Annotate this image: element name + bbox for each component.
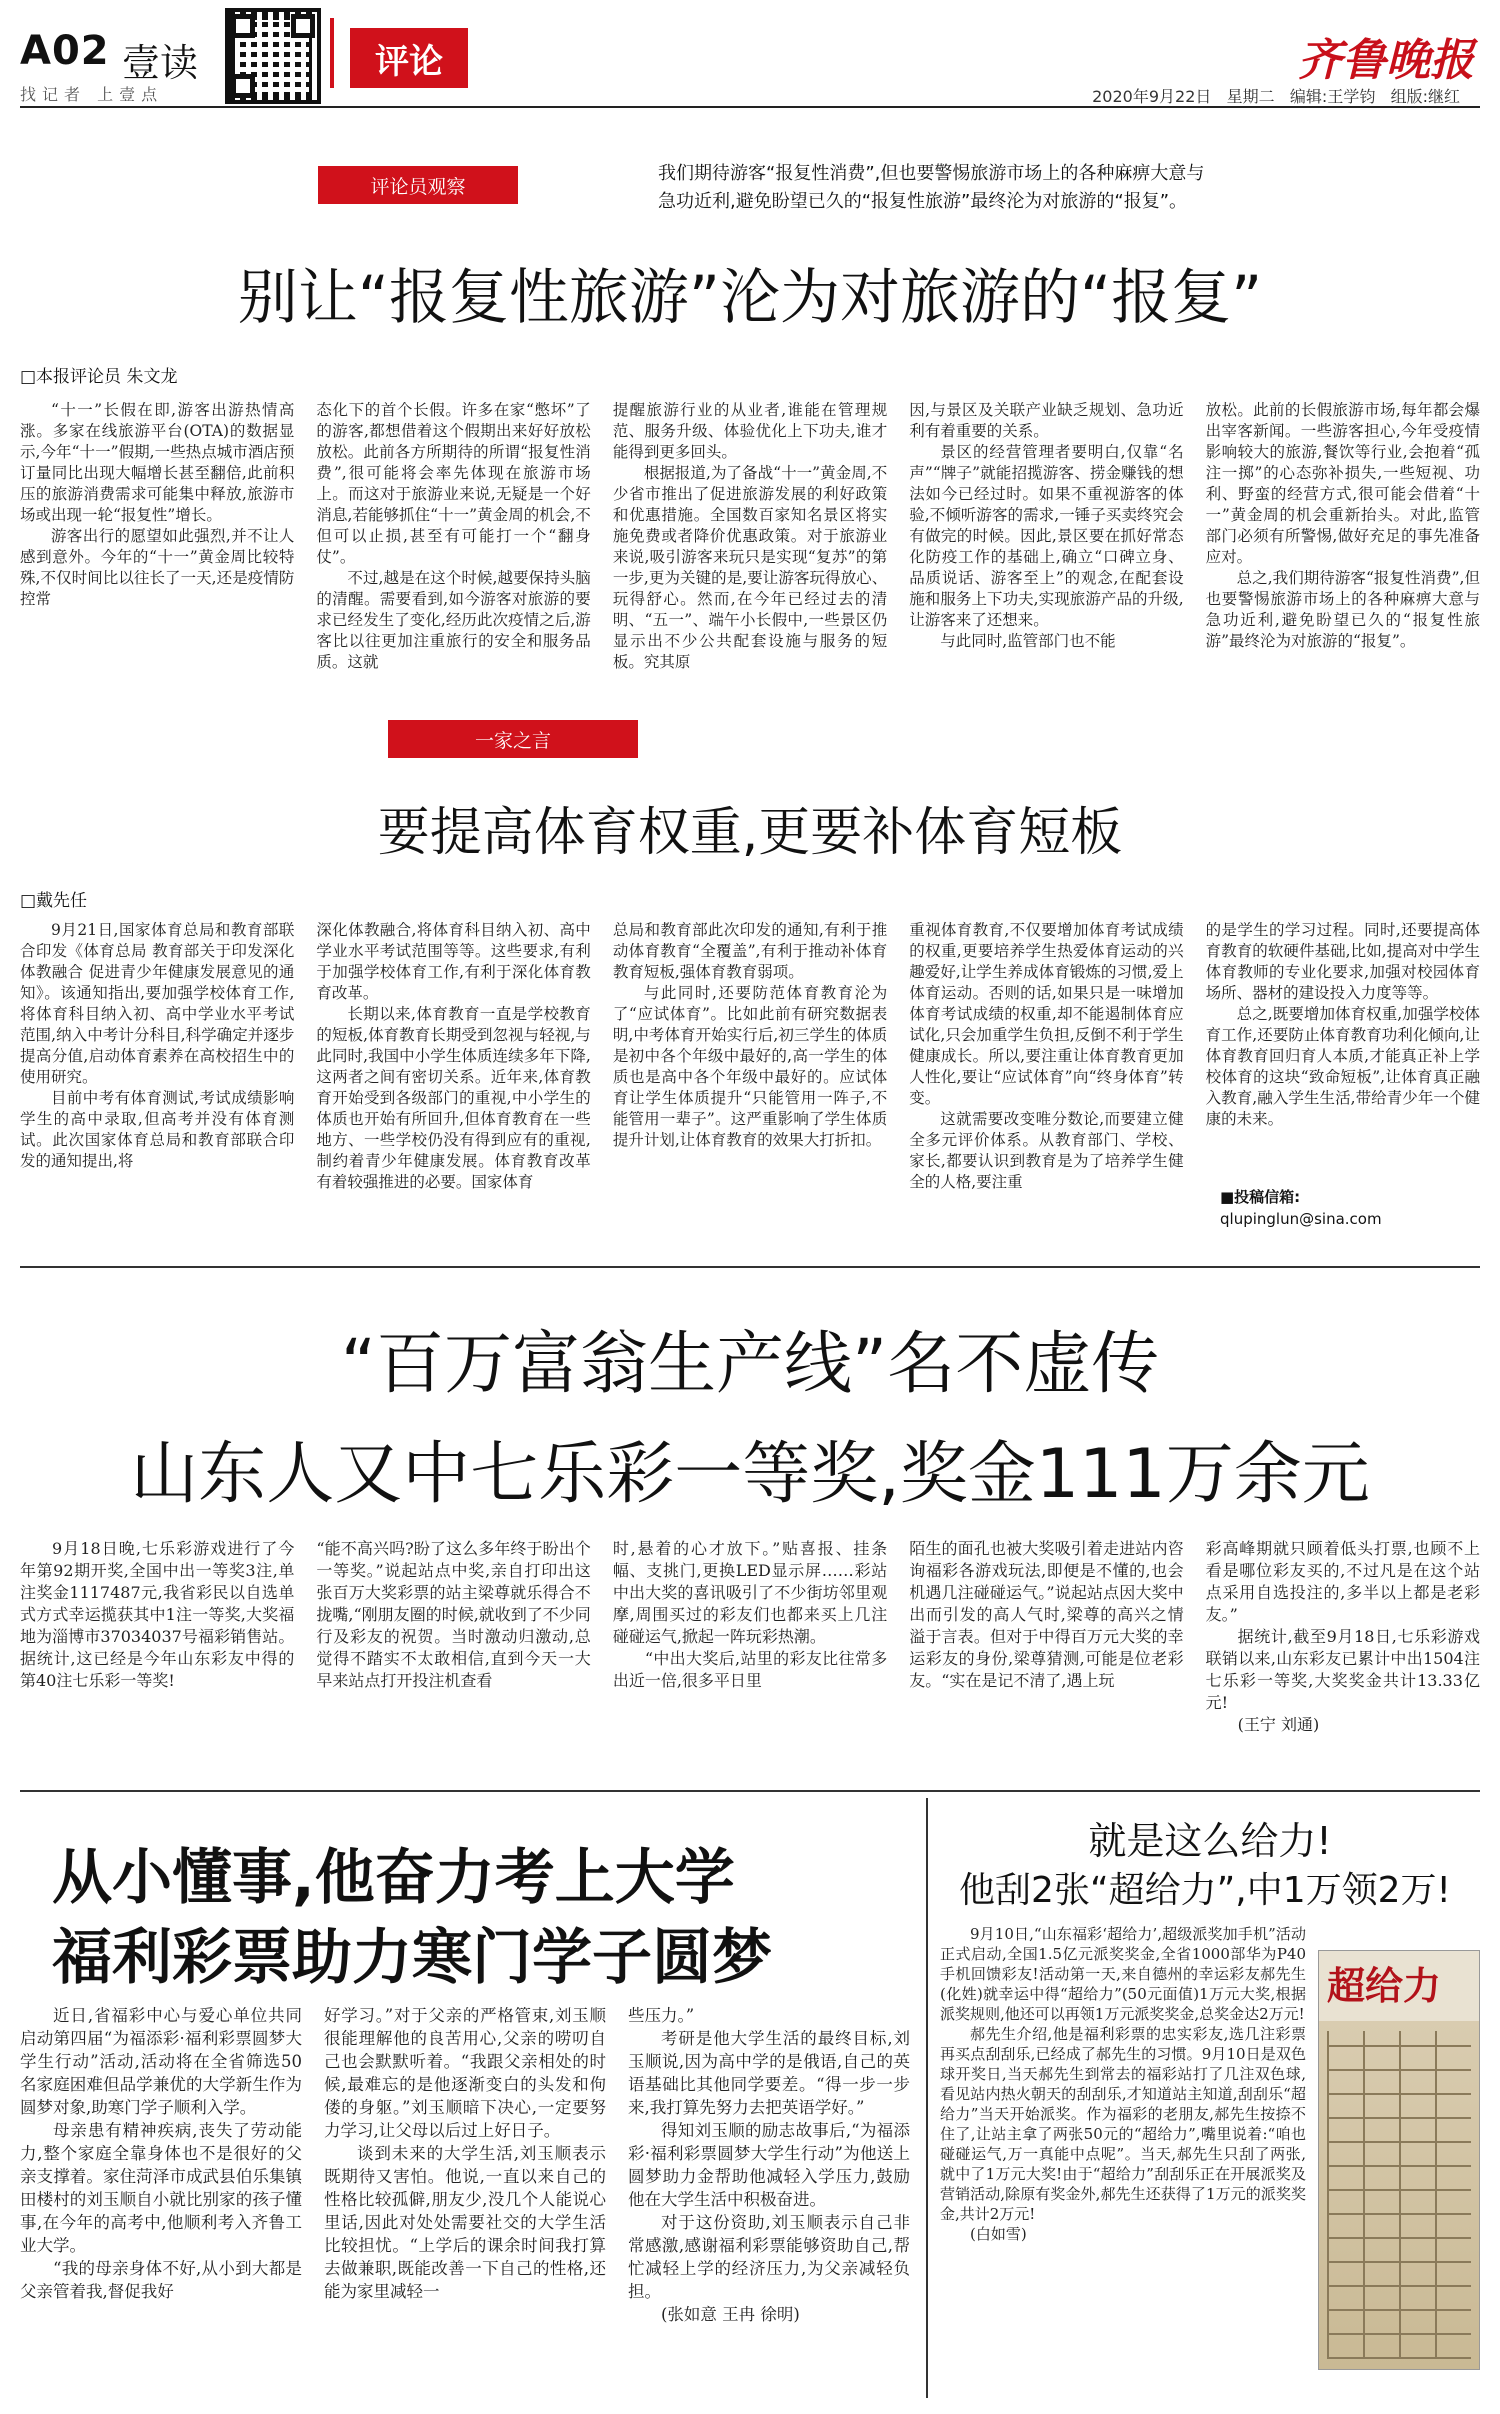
body-column — [316, 1538, 590, 1778]
paragraph: 考研是他大学生活的最终目标,刘玉顺说,因为高中学的是俄语,自己的英语基础比其他同学要差。“得一步一步来,我打算先努力去把英语学好。” — [628, 2029, 910, 2117]
paragraph: 陌生的面孔也被大奖吸引着走进站内咨询福彩各游戏玩法,即便是不懂的,也会机遇几注碰碰运气。”说起站点因大奖中出而引发的高人气时,梁尊的高兴之情溢于言表。但对于中得百万元大奖的幸运彩友的身份,梁尊猜测,可能是位老彩友。“实在是记不清了,遇上玩 — [909, 1539, 1184, 1690]
article3-body — [20, 1538, 1480, 1778]
article1-title: 别让“报复性旅游”沦为对旅游的“报复” — [237, 263, 1263, 333]
body-column — [628, 2004, 910, 2396]
paragraph: 长期以来,体育教育一直是学校教育的短板,体育教育长期受到忽视与轻视,与此同时,我国中小学生体质连续多年下降,这两者之间有密切关系。近年来,体育教育开始受到各级部门的重视,中小学生的体质也开始有所回升,但体育教育在一些地方、一些学校仍没有得到应有的重视,制约着青少年健康发展。体育教育改革有着较强推进的必要。国家体育 — [316, 1005, 591, 1191]
channel-tag: 评论 — [350, 28, 468, 88]
paragraph: 景区的经营管理者要明白,仅靠“名声”“牌子”就能招揽游客、捞金赚钱的想法如今已经过时。如果不重视游客的体验,不倾听游客的需求,一锤子买卖终究会有做完的时候。因此,景区要在抓好常态化防疫工作的基础上,确立“口碑立身、品质说话、游客至上”的观念,在配套设施和服务上下功夫,实现旅游产品的升级,让游客来了还想来。 — [909, 443, 1184, 629]
section-divider — [20, 1266, 1480, 1268]
paragraph: 因,与景区及关联产业缺乏规划、急功近利有着重要的关系。 — [909, 401, 1184, 440]
body-column — [324, 2004, 606, 2396]
article5-title-line1: 就是这么给力! — [1088, 1819, 1332, 1863]
body-column — [20, 920, 294, 1250]
body-column — [613, 920, 887, 1250]
paragraph: “能不高兴吗?盼了这么多年终于盼出个一等奖。”说起站点中奖,亲自打印出这张百万大奖彩票的站主梁尊就乐得合不拢嘴,“刚朋友圈的时候,就收到了不少同行及彩友的祝贺。当时激动归激动,总觉得不踏实不太敢相信,直到今天一大早来站点打开投注机查看 — [316, 1539, 591, 1690]
paragraph: 重视体育教育,不仅要增加体育考试成绩的权重,更要培养学生热爱体育运动的兴趣爱好,让学生养成体育锻炼的习惯,爱上体育运动。否则的话,如果只是一味增加体育考试成绩的权重,却不能遏制体育应试化,只会加重学生负担,反倒不利于学生健康成长。所以,要注重让体育教育更加人性化,要让“应试体育”向“终身体育”转变。 — [909, 921, 1184, 1107]
body-column — [909, 920, 1183, 1250]
paragraph: 目前中考有体育测试,考试成绩影响学生的高中录取,但高考并没有体育测试。此次国家体育总局和教育部联合印发的通知提出,将 — [20, 1089, 295, 1170]
lottery-ticket-image — [1318, 1950, 1480, 2370]
article3-title-line1: “百万富翁生产线”名不虚传 — [340, 1325, 1160, 1404]
paragraph: “十一”长假在即,游客出游热情高涨。多家在线旅游平台(OTA)的数据显示,今年“十一”假期,一些热点城市酒店预订量同比出现大幅增长甚至翻倍,此前积压的旅游消费需求可能集中释放,旅游市场或出现一轮“报复性”增长。 — [20, 401, 295, 524]
paragraph: 深化体教融合,将体育科目纳入初、高中学业水平考试范围等等。这些要求,有利于加强学校体育工作,有利于深化体育教育改革。 — [316, 921, 591, 1002]
body-column — [20, 1538, 294, 1778]
body-column — [20, 400, 294, 690]
date: 2020年9月22日 — [1092, 87, 1212, 106]
paragraph: 这就需要改变唯分数论,而要建立健全多元评价体系。从教育部门、学校、家长,都要认识到教育是为了培养学生健全的人格,要注重 — [909, 1110, 1184, 1191]
paragraph: 根据报道,为了备战“十一”黄金周,不少省市推出了促进旅游发展的利好政策和优惠措施。全国数百家知名景区将实施免费或者降价优惠政策。对于旅游业来说,吸引游客来玩只是实现“复苏”的第一步,更为关键的是,要让游客玩得放心、玩得舒心。然而,在今年已经过去的清明、“五一”、端午小长假中,一些景区仍显示出不少公共配套设施与服务的短板。究其原 — [612, 464, 888, 671]
paragraph: 与此同时,监管部门也不能 — [940, 632, 1116, 650]
weekday: 星期二 — [1226, 87, 1275, 106]
paragraph: 得知刘玉顺的励志故事后,“为福添彩·福利彩票圆梦大学生行动”为他送上圆梦助力金帮助他减轻入学压力,鼓励他在大学生活中积极奋进。 — [628, 2121, 910, 2209]
paragraph: 好学习。”对于父亲的严格管束,刘玉顺很能理解他的良苦用心,父亲的唠叨自己也会默默听着。“我跟父亲相处的时候,最难忘的是他逐渐变白的头发和佝偻的身躯。”刘玉顺暗下决心,一定要努力学习,让父母以后过上好日子。 — [324, 2006, 606, 2140]
paragraph: “我的母亲身体不好,从小到大都是父亲管着我,督促我好 — [20, 2259, 302, 2301]
paragraph: 9月21日,国家体育总局和教育部联合印发《体育总局 教育部关于印发深化体教融合 促进青少年健康发展意见的通知》。该通知指出,要加强学校体育工作,将体育科目纳入初、高中学业水平考试范围,纳入中考计分科目,科学确定并逐步提高分值,启动体育素养在高校招生中的使用研究。 — [20, 921, 295, 1086]
layout-editor: 组版:继红 — [1390, 87, 1460, 106]
paragraph: 母亲患有精神疾病,丧失了劳动能力,整个家庭全靠身体也不是很好的父亲支撑着。家住菏泽市成武县伯乐集镇田楼村的刘玉顺自小就比别家的孩子懂事,在今年的高考中,他顺利考入齐鲁工业大学。 — [20, 2121, 302, 2255]
article1-body — [20, 400, 1480, 690]
paragraph: “中出大奖后,站里的彩友比往常多出近一倍,很多平日里 — [612, 1649, 888, 1690]
paragraph: 总之,我们期待游客“报复性消费”,但也要警惕旅游市场上的各种麻痹大意与急功近利,避免盼望已久的“报复性旅游”最终沦为对旅游的“报复”。 — [1205, 569, 1481, 650]
paragraph: (白如雪) — [970, 2225, 1027, 2243]
paragraph: 提醒旅游行业的从业者,谁能在管理规范、服务升级、体验优化上下功夫,谁才能得到更多回头。 — [612, 401, 888, 461]
contact-label: ■投稿信箱: — [1220, 1188, 1301, 1206]
body-column — [1206, 1538, 1480, 1778]
body-column — [613, 1538, 887, 1778]
header-rule — [20, 106, 1480, 108]
paragraph: 彩高峰期就只顾着低头打票,也顾不上看是哪位彩友买的,不过凡是在这个站点采用自选投注的,多半以上都是老彩友。” — [1205, 1539, 1481, 1624]
article1-lead: 我们期待游客“报复性消费”,但也要警惕旅游市场上的各种麻痹大意与急功近利,避免盼望已久的“报复性旅游”最终沦为对旅游的“报复”。 — [658, 163, 1205, 212]
paragraph: 近日,省福彩中心与爱心单位共同启动第四届“为福添彩·福利彩票圆梦大学生行动”活动,活动将在全省筛选50名家庭困难但品学兼优的大学新生作为圆梦对象,助寒门学子顺利入学。 — [20, 2006, 302, 2117]
paragraph: (王宁 刘通) — [1237, 1715, 1320, 1734]
slogan: 找记者 上壹点 — [20, 85, 164, 104]
article4-title-line2: 福利彩票助力寒门学子圆梦 — [52, 1923, 772, 1993]
paragraph: 谈到未来的大学生活,刘玉顺表示既期待又害怕。他说,一直以来自己的性格比较孤僻,朋友少,没几个人能说心里话,因此对处处需要社交的大学生活比较担忧。“上学后的课余时间我打算去做兼职,既能改善一下自己的性格,还能为家里减轻一 — [324, 2144, 606, 2301]
paragraph: 对于这份资助,刘玉顺表示自己非常感激,感谢福利彩票能够资助自己,帮忙减轻上学的经济压力,为父亲减轻负担。 — [628, 2213, 910, 2301]
paragraph: 些压力。” — [628, 2006, 695, 2025]
paragraph: 时,悬着的心才放下。”贴喜报、挂条幅、支挑门,更换LED显示屏……彩站中出大奖的喜讯吸引了不少街坊邻里观摩,周围买过的彩友们也都来买上几注碰碰运气,掀起一阵玩彩热潮。 — [612, 1539, 888, 1646]
article4-body — [20, 2004, 910, 2396]
paragraph: (张如意 王冉 徐明) — [661, 2305, 800, 2324]
paragraph: 9月18日晚,七乐彩游戏进行了今年第92期开奖,全国中出一等奖3注,单注奖金1117487元,我省彩民以自选单式方式幸运揽获其中1注一等奖,大奖福地为淄博市37034037号福彩销售站。据统计,这已经是今年山东彩友中得的第40注七乐彩一等奖! — [20, 1539, 295, 1690]
paragraph: 游客出行的愿望如此强烈,并不让人感到意外。今年的“十一”黄金周比较特殊,不仅时间比以往长了一天,还是疫情防控常 — [20, 527, 295, 608]
paragraph: 与此同时,还要防范体育教育沦为了“应试体育”。比如此前有研究数据表明,中考体育开始实行后,初三学生的体质是初中各个年级中最好的,高一学生的体质也是高中各个年级中最好的。应试体育让学生体质提升“只能管用一阵子,不能管用一辈子”。这严重影响了学生体质提升计划,让体育教育的效果大打折扣。 — [612, 984, 888, 1149]
masthead-logo: 齐鲁晚报 — [1298, 35, 1474, 86]
paragraph: 放松。此前的长假旅游市场,每年都会爆出宰客新闻。一些游客担心,今年受疫情影响较大的旅游,餐饮等行业,会抱着“孤注一掷”的心态弥补损失,一些短视、功利、野蛮的经营方式,很可能会借着“十一”黄金周的机会重新抬头。对此,监管部门必须有所警惕,做好充足的事先准备应对。 — [1205, 401, 1481, 566]
article2-byline: □戴先任 — [20, 891, 88, 911]
article2-label: 一家之言 — [388, 720, 638, 758]
body-column — [940, 1924, 1306, 2396]
body-column — [909, 1538, 1183, 1778]
body-column — [909, 400, 1183, 690]
paragraph: 总之,既要增加体育权重,加强学校体育工作,还要防止体育教育功利化倾向,让体育教育回归育人本质,才能真正补上学校体育的这块“致命短板”,让体育真正融入教育,融入学生生活,带给青少年一个健康的未来。 — [1205, 1005, 1481, 1128]
article5-title-line2: 他刮2张“超给力”,中1万领2万! — [959, 1870, 1451, 1911]
body-column — [316, 920, 590, 1250]
article3-title-line2: 山东人又中七乐彩一等奖,奖金111万余元 — [130, 1435, 1370, 1514]
contact-email[interactable]: qlupinglun@sina.com — [1220, 1210, 1382, 1228]
body-column — [316, 400, 590, 690]
paragraph: 不过,越是在这个时候,越要保持头脑的清醒。需要看到,如今游客对旅游的要求已经发生了变化,经历此次疫情之后,游客比以往更加注重旅行的安全和服务品质。这就 — [316, 569, 591, 671]
channel-accent — [330, 18, 334, 88]
page-number: A02 — [20, 28, 110, 74]
lottery-ticket-title: 超给力 — [1327, 1964, 1442, 2008]
paragraph: 9月10日,“山东福彩‘超给力’,超级派奖加手机”活动正式启动,全国1.5亿元派奖奖金,全省1000部华为P40手机回馈彩友!活动第一天,来自德州的幸运彩友郝先生(化姓)就幸运中得“超给力”(50元面值)1万元大奖,根据派奖规则,他还可以再领1万元派奖奖金,总奖金达2万元! — [940, 1925, 1306, 2023]
paragraph: 郝先生介绍,他是福利彩票的忠实彩友,选几注彩票再买点刮刮乐,已经成了郝先生的习惯。9月10日是双色球开奖日,当天郝先生到常去的福彩站打了几注双色球,看见站内热火朝天的刮刮乐,才知道站主知道,刮刮乐“超给力”当天开始派奖。作为福彩的老朋友,郝先生按捺不住了,让站主拿了两张50元的“超给力”,嘴里说着:“咱也碰碰运气,万一真能中点呢”。当天,郝先生只刮了两张,就中了1万元大奖!由于“超给力”刮刮乐正在开展派奖及营销活动,除原有奖金外,郝先生还获得了1万元的派奖奖金,共计2万元! — [940, 2025, 1306, 2223]
section-divider — [20, 1790, 1480, 1792]
article1-byline: □本报评论员 朱文龙 — [20, 367, 178, 387]
paragraph: 据统计,截至9月18日,七乐彩游戏联销以来,山东彩友已累计中出1504注七乐彩一等奖,大奖奖金共计13.33亿元! — [1205, 1627, 1481, 1712]
editor: 编辑:王学钧 — [1289, 87, 1376, 106]
body-column — [613, 400, 887, 690]
body-column — [1206, 400, 1480, 690]
article5-body — [940, 1924, 1306, 2396]
article4-title-line1: 从小懂事,他奋力考上大学 — [52, 1843, 735, 1913]
body-column — [20, 2004, 302, 2396]
paragraph: 的是学生的学习过程。同时,还要提高体育教育的软硬件基础,比如,提高对中学生体育教师的专业化要求,加强对校园体育场所、器材的建设投入力度等等。 — [1205, 921, 1481, 1002]
dateline — [1092, 84, 1460, 107]
paragraph: 总局和教育部此次印发的通知,有利于推动体育教育“全覆盖”,有利于推动补体育教育短板,强体育教育弱项。 — [612, 921, 888, 981]
section-name: 壹读 — [122, 41, 199, 85]
paragraph: 态化下的首个长假。许多在家“憋坏”了的游客,都想借着这个假期出来好好放松放松。此前各方所期待的所谓“报复性消费”,很可能将会率先体现在旅游市场上。而这对于旅游业来说,无疑是一个好消息,若能够抓住“十一”黄金周的机会,不但可以止损,甚至有可能打一个“翻身仗”。 — [316, 401, 591, 566]
article1-label: 评论员观察 — [318, 166, 518, 204]
article2-title: 要提高体育权重,更要补体育短板 — [377, 803, 1123, 863]
qr-code-icon — [225, 8, 321, 104]
